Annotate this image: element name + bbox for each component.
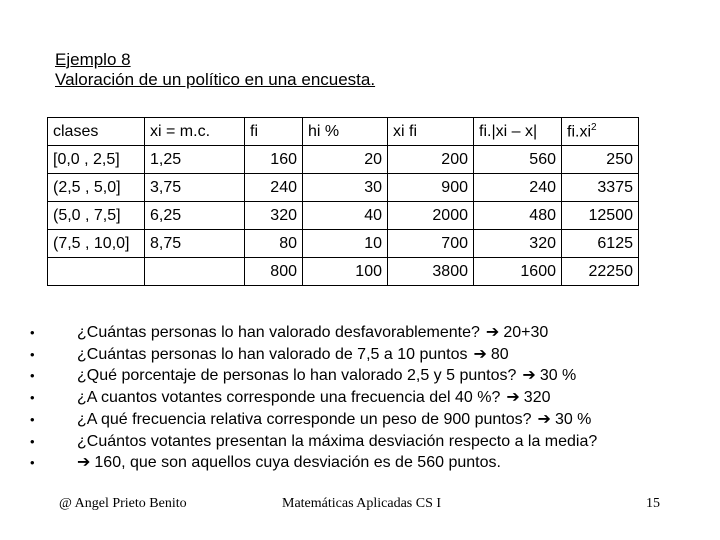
arrow-icon: ➔ — [537, 410, 551, 428]
header-fi-deviation: fi.|xi – x| — [474, 118, 562, 146]
question-text: ¿Qué porcentaje de personas lo han valorado 2,5 y 5 puntos? — [77, 367, 517, 385]
question-list — [30, 322, 700, 474]
table-cell: 240 — [474, 174, 562, 202]
table-row — [48, 146, 639, 174]
table-cell: 1,25 — [145, 146, 245, 174]
table-cell: 700 — [388, 230, 474, 258]
slide-title — [55, 50, 375, 90]
table-row — [48, 174, 639, 202]
bullet-icon: • — [30, 346, 35, 362]
question-text: ¿Cuántas personas lo han valorado desfavorablemente? — [77, 324, 480, 341]
table-cell: 900 — [388, 174, 474, 202]
total-hi: 100 — [303, 258, 388, 286]
header-superscript: 2 — [591, 121, 597, 133]
arrow-icon: ➔ — [506, 389, 520, 407]
table-cell: 30 — [303, 174, 388, 202]
bullet-icon: • — [30, 325, 35, 340]
footer-course: Matemáticas Aplicadas CS I — [282, 496, 442, 511]
table-cell: 6,25 — [145, 202, 245, 230]
table-cell: 320 — [245, 202, 303, 230]
table-cell: 240 — [245, 174, 303, 202]
table-body — [48, 146, 639, 258]
table-cell: (7,5 , 10,0] — [48, 230, 145, 258]
table-cell: 10 — [303, 230, 388, 258]
answer-text: 30 % — [554, 410, 592, 428]
header-xi-fi: xi fi — [388, 118, 474, 146]
totals-empty-cell — [145, 258, 245, 286]
table-totals-row — [48, 258, 639, 286]
table-cell: 12500 — [562, 202, 639, 230]
header-fi: fi — [245, 118, 303, 146]
bullet-icon: • — [30, 455, 35, 471]
arrow-icon: ➔ — [473, 345, 487, 363]
totals-empty-cell — [48, 258, 145, 286]
list-item — [30, 365, 700, 387]
question-text: ¿A qué frecuencia relativa corresponde un peso de 900 puntos? — [77, 410, 532, 428]
arrow-icon: ➔ — [522, 367, 536, 385]
table-cell: 160 — [245, 146, 303, 174]
header-fi-xi2-text: fi.xi — [567, 123, 591, 141]
header-hi: hi % — [303, 118, 388, 146]
table-cell: 40 — [303, 202, 388, 230]
table-row — [48, 202, 639, 230]
table-cell: 6125 — [562, 230, 639, 258]
total-xi-fi: 3800 — [388, 258, 474, 286]
table-cell: 3,75 — [145, 174, 245, 202]
answer-text: 160, que son aquellos cuya desviación es de 560 puntos. — [94, 454, 501, 472]
table-cell: 20 — [303, 146, 388, 174]
answer-text: 20+30 — [503, 324, 549, 341]
arrow-icon: ➔ — [77, 454, 91, 472]
total-fi: 800 — [245, 258, 303, 286]
table-cell: 250 — [562, 146, 639, 174]
table-cell: 2000 — [388, 202, 474, 230]
bullet-icon: • — [30, 390, 35, 406]
table-header-row — [48, 118, 639, 146]
table-cell: 3375 — [562, 174, 639, 202]
table-cell: 200 — [388, 146, 474, 174]
list-item — [30, 322, 700, 344]
table-cell: 80 — [245, 230, 303, 258]
table-cell: 320 — [474, 230, 562, 258]
table-row — [48, 230, 639, 258]
bullet-icon: • — [30, 433, 35, 449]
list-item — [30, 452, 700, 474]
total-fi-xi2: 22250 — [562, 258, 639, 286]
question-text: ¿Cuántos votantes presentan la máxima desviación respecto a la media? — [77, 432, 598, 450]
table-cell: (2,5 , 5,0] — [48, 174, 145, 202]
answer-text: 80 — [490, 345, 509, 363]
table-cell: 480 — [474, 202, 562, 230]
frequency-table — [47, 117, 639, 286]
table-cell: 560 — [474, 146, 562, 174]
header-clases: clases — [48, 118, 145, 146]
arrow-icon: ➔ — [485, 324, 500, 341]
table-cell: [0,0 , 2,5] — [48, 146, 145, 174]
answer-text: 30 % — [539, 367, 577, 385]
total-fi-deviation: 1600 — [474, 258, 562, 286]
bullet-icon: • — [30, 368, 35, 384]
header-fi-xi2 — [562, 118, 639, 146]
footer-author: @ Angel Prieto Benito — [59, 496, 187, 511]
question-text: ¿A cuantos votantes corresponde una frecuencia del 40 %? — [77, 389, 501, 407]
bullet-icon: • — [30, 411, 35, 427]
question-text: ¿Cuántas personas lo han valorado de 7,5 a 10 puntos — [77, 345, 468, 363]
title-line-2: Valoración de un político en una encuesta. — [55, 70, 376, 89]
answer-text: 320 — [523, 389, 551, 407]
footer-page-number: 15 — [646, 496, 660, 511]
header-xi: xi = m.c. — [145, 118, 245, 146]
title-line-1: Ejemplo 8 — [55, 50, 131, 69]
list-item — [30, 344, 700, 366]
table-cell: (5,0 , 7,5] — [48, 202, 145, 230]
list-item — [30, 431, 700, 453]
list-item — [30, 409, 700, 431]
list-item — [30, 387, 700, 409]
table-cell: 8,75 — [145, 230, 245, 258]
